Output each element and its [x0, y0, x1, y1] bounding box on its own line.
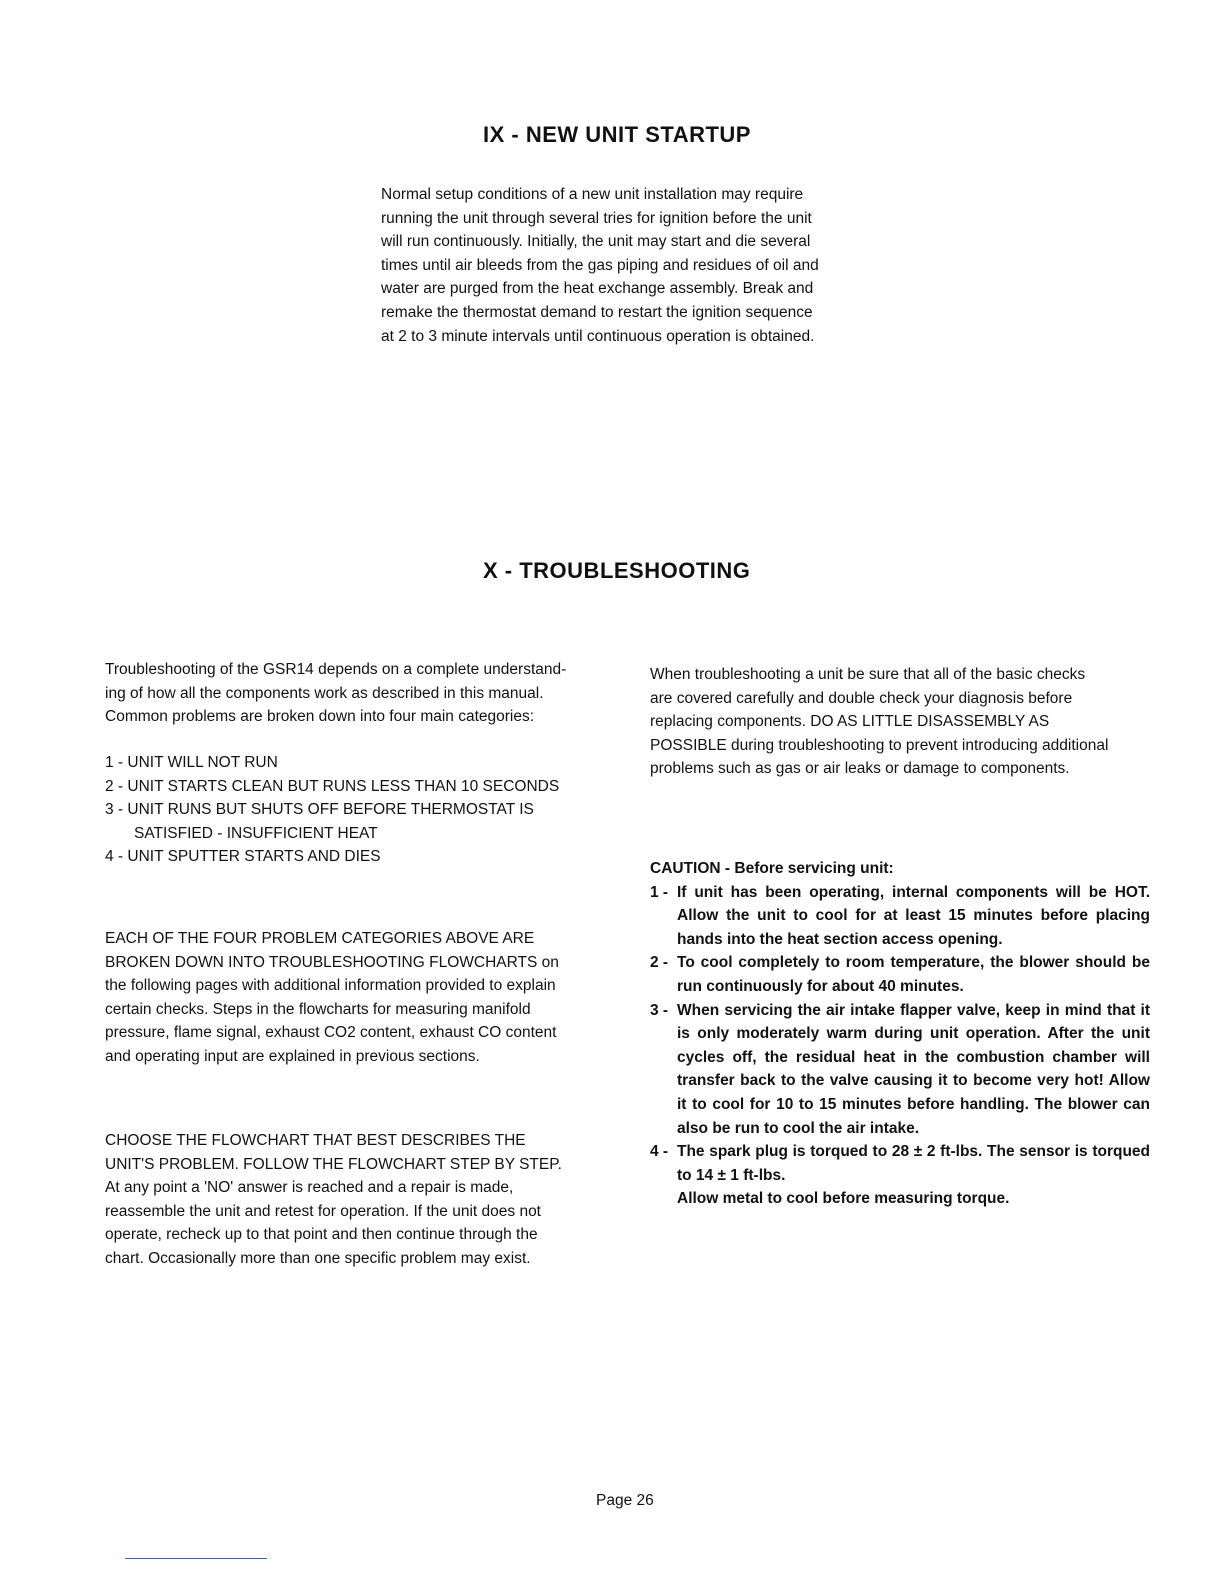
troubleshooting-heading: X - TROUBLESHOOTING: [483, 558, 751, 583]
text-line: reassemble the unit and retest for operation. If the unit does not: [105, 1202, 541, 1220]
list-item: 1 - UNIT WILL NOT RUN: [105, 754, 278, 771]
text-line: problems such as gas or air leaks or damage to components.: [650, 760, 1070, 778]
text-line: the following pages with additional information provided to explain: [105, 977, 556, 995]
caution-title: CAUTION - Before servicing unit:: [650, 860, 894, 877]
text-line: and operating input are explained in previous sections.: [105, 1047, 480, 1065]
text-line: CHOOSE THE FLOWCHART THAT BEST DESCRIBES THE: [105, 1132, 526, 1149]
list-item: 4 - UNIT SPUTTER STARTS AND DIES: [105, 848, 381, 866]
page-number: Page 26: [596, 1492, 654, 1509]
text-line: POSSIBLE during troubleshooting to prevent introducing additional: [650, 736, 1109, 754]
text-line: EACH OF THE FOUR PROBLEM CATEGORIES ABOVE ARE: [105, 930, 535, 947]
flowchart-info-paragraph: [105, 927, 605, 1069]
basic-checks-paragraph: [650, 663, 1150, 781]
text-line: operate, recheck up to that point and then continue through the: [105, 1226, 538, 1244]
text-line: times until air bleeds from the gas piping and residues of oil and: [381, 256, 819, 274]
text-line: ing of how all the components work as described in this manual.: [105, 684, 544, 702]
new-unit-startup-heading: IX - NEW UNIT STARTUP: [483, 122, 751, 147]
list-item-continuation: SATISFIED - INSUFFICIENT HEAT: [134, 824, 378, 842]
text-line: will run continuously. Initially, the unit may start and die several: [381, 233, 811, 251]
caution-final-note: Allow metal to cool before measuring torque.: [677, 1190, 1010, 1208]
choose-flowchart-paragraph: [105, 1129, 605, 1271]
footer-rule: [125, 1558, 267, 1559]
caution-item-text: If unit has been operating, internal components will be HOT. Allow the unit to cool for at least 15 minutes before placing hands into the heat section access opening.: [677, 883, 1150, 948]
caution-item-number: 1 -: [650, 883, 669, 901]
text-line: Troubleshooting of the GSR14 depends on a complete understand-: [105, 661, 567, 678]
new-unit-startup-paragraph: [381, 183, 881, 348]
caution-item-text: When servicing the air intake flapper valve, keep in mind that it is only moderately warm during unit operation. After the unit cycles off, the residual heat in the combustion chamber will transfer back to the valve causing it to become very hot! Allow it to cool for 10 to 15 minutes before handling. The blower can also be run to cool the air intake.: [677, 1001, 1150, 1137]
caution-item: [650, 881, 1150, 952]
text-line: are covered carefully and double check your diagnosis before: [650, 689, 1073, 707]
text-line: running the unit through several tries for ignition before the unit: [381, 209, 812, 227]
text-line: at 2 to 3 minute intervals until continuous operation is obtained.: [381, 327, 815, 345]
text-line: water are purged from the heat exchange assembly. Break and: [381, 280, 814, 298]
text-line: certain checks. Steps in the flowcharts for measuring manifold: [105, 1000, 531, 1018]
caution-item: [650, 1140, 1150, 1187]
caution-item-number: 3 -: [650, 1001, 669, 1019]
troubleshooting-intro: [105, 658, 610, 729]
caution-item: [650, 999, 1150, 1141]
problem-categories-list: [105, 751, 610, 869]
caution-item-number: 2 -: [650, 954, 669, 972]
text-line: Normal setup conditions of a new unit installation may require: [381, 186, 804, 203]
caution-block: [650, 857, 1150, 1211]
text-line: BROKEN DOWN INTO TROUBLESHOOTING FLOWCHARTS on: [105, 953, 559, 971]
caution-note-row: [650, 1187, 1150, 1211]
list-item: 2 - UNIT STARTS CLEAN BUT RUNS LESS THAN 10 SECONDS: [105, 777, 560, 795]
caution-item-text: The spark plug is torqued to 28 ± 2 ft-lbs. The sensor is torqued to 14 ± 1 ft-lbs.: [677, 1143, 1150, 1184]
text-line: remake the thermostat demand to restart the ignition sequence: [381, 303, 813, 321]
text-line: Common problems are broken down into four main categories:: [105, 708, 535, 726]
text-line: At any point a 'NO' answer is reached and a repair is made,: [105, 1179, 514, 1197]
text-line: UNIT'S PROBLEM. FOLLOW THE FLOWCHART STEP BY STEP.: [105, 1155, 562, 1173]
caution-item-number: 4 -: [650, 1143, 669, 1161]
caution-item-text: To cool completely to room temperature, the blower should be run continuously for about 40 minutes.: [677, 954, 1150, 995]
caution-item: [650, 951, 1150, 998]
text-line: chart. Occasionally more than one specific problem may exist.: [105, 1249, 531, 1267]
text-line: pressure, flame signal, exhaust CO2 content, exhaust CO content: [105, 1024, 557, 1042]
text-line: When troubleshooting a unit be sure that all of the basic checks: [650, 666, 1086, 683]
list-item: 3 - UNIT RUNS BUT SHUTS OFF BEFORE THERMOSTAT IS: [105, 801, 534, 819]
text-line: replacing components. DO AS LITTLE DISASSEMBLY AS: [650, 713, 1050, 731]
